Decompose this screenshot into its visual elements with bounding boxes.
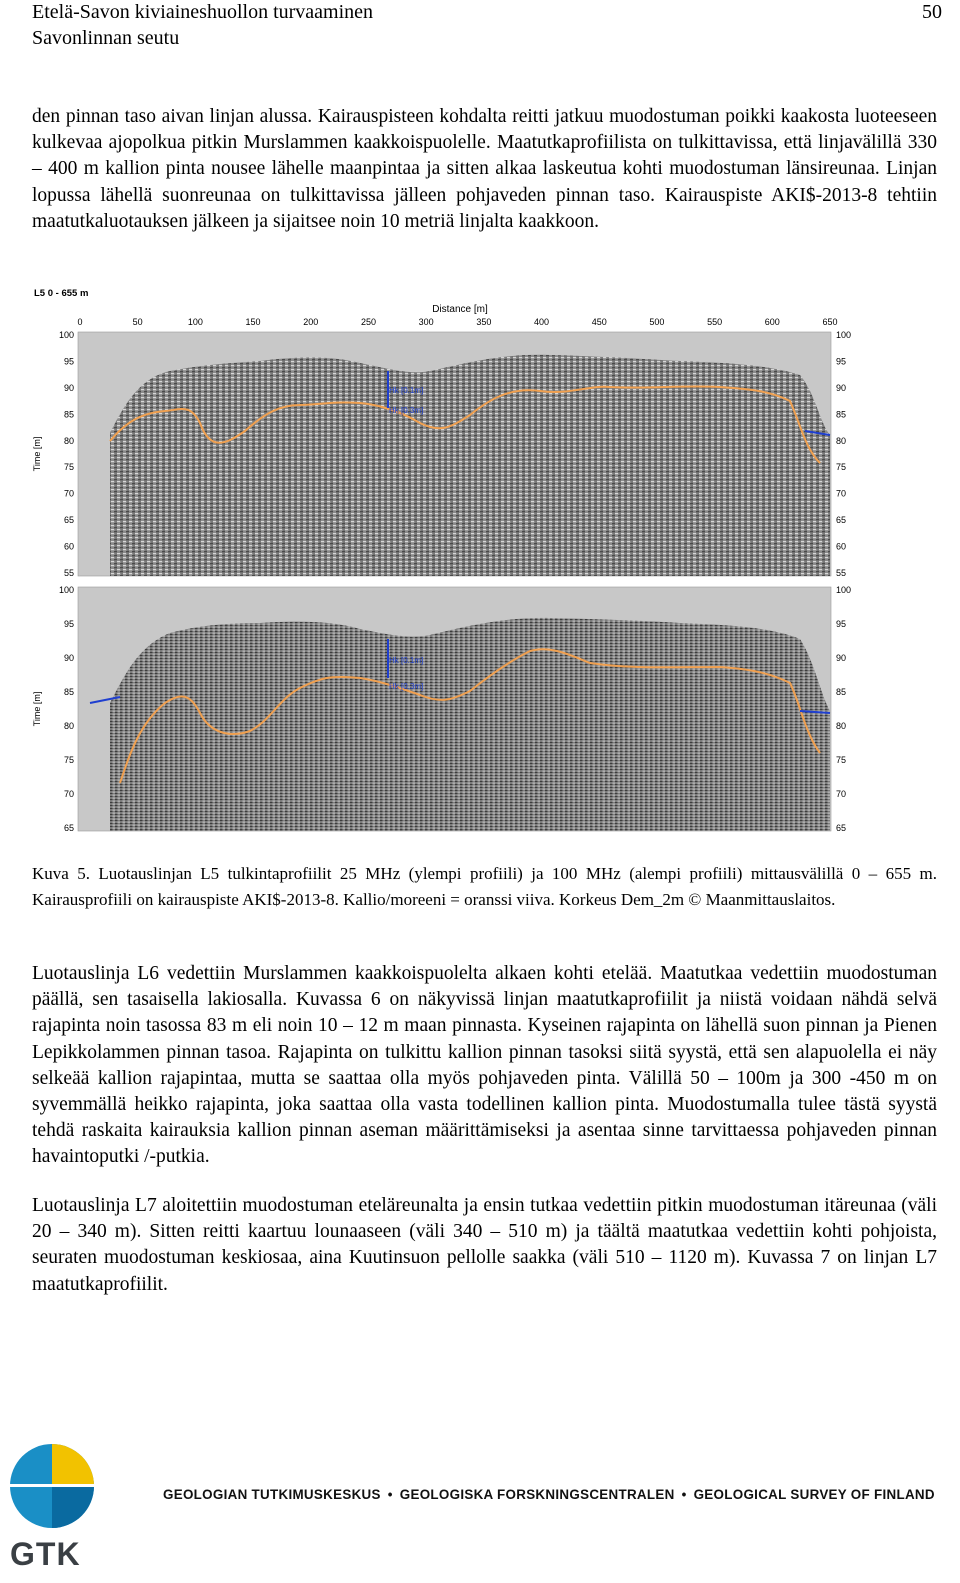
footer-org-sv: GEOLOGISKA FORSKNINGSCENTRALEN xyxy=(399,1487,675,1502)
x-tick-label: 100 xyxy=(187,317,203,327)
y-tick-label-left: 95 xyxy=(63,356,74,367)
x-tick-label: 250 xyxy=(360,317,376,327)
bottom-y-axis-title: Time [m] xyxy=(32,691,42,727)
y-tick-label-right: 100 xyxy=(836,585,852,595)
x-tick-label: 50 xyxy=(132,317,143,327)
gpr-profile-svg xyxy=(30,283,870,843)
x-axis-title: Distance [m] xyxy=(432,304,488,315)
footer-org-en: GEOLOGICAL SURVEY OF FINLAND xyxy=(693,1487,935,1502)
y-tick-label-right: 100 xyxy=(836,330,852,340)
y-tick-label-left: 70 xyxy=(63,789,74,799)
y-tick-label-right: 80 xyxy=(836,721,847,731)
y-tick-label-left: 75 xyxy=(63,755,74,765)
y-tick-label-left: 55 xyxy=(63,568,74,578)
y-tick-label-left: 100 xyxy=(58,330,74,340)
body-paragraph-2: Luotauslinja L6 vedettiin Murslammen kaakkoispuolelta alkaen kohti etelää. Maatutkaa vedettiin muodostuman päällä, sen tasaisella lakiosalla. Kuvassa 6 on näkyvissä linjan maatutkaprofiilit ja niistä voidaan nähdä selvä rajapinta noin tasossa 83 m eli noin 10 – 12 m maan pinnasta. Kyseinen rajapinta on lähellä suon pinnan ja Pienen Lepikkolammen pinnan tasoa. Rajapinta on tulkittu kallion pinnan tasoksi siitä syystä, että sen alapuolella ei näy selkeää kallion rajapintaa, mutta se saattaa olla myös pohjaveden pinta. Välillä 50 – 100m ja 300 -450 m on syvemmällä heikko rajapinta, joka saattaa olla vasta todellinen kallion pinta. Muodostumalla tulee tästä syystä tehdä raskaita kairauksia kallion pinnan aseman määrittämiseksi ja asentaa sinne tarvittaessa pohjaveden pinnan havaintoputki /-putkia. xyxy=(32,963,937,1168)
x-tick-label: 600 xyxy=(764,317,780,327)
y-tick-label-left: 100 xyxy=(58,585,74,595)
body-paragraph-1: den pinnan taso aivan linjan alussa. Kairauspisteen kohdalta reitti jatkuu muodostuman poikki kaakosta luoteeseen kulkevaa ajopolkua pitkin Murslammen kaakkoispuolelle. Maatutkaprofiilista on tulkittavissa, että linjavälillä 330 – 400 m kallion pinta nousee lähelle maanpintaa ja sitten alkaa laskeutua kohti muodostuman länsireunaa. Linjan lopussa lähellä suonreunaa on tulkittavissa jälleen pohjaveden pinnan taso. Kairauspiste AKI$-2013-8 tehtiin maatutkaluotauksen jälkeen ja sijaitsee noin 10 metriä linjalta kaakkoon. xyxy=(32,106,937,232)
y-tick-label-left: 80 xyxy=(63,721,74,731)
x-tick-label: 300 xyxy=(418,317,434,327)
top-marker-label-2: Hk [0.3m] xyxy=(389,406,424,415)
y-tick-label-right: 75 xyxy=(836,755,847,765)
y-tick-label-right: 75 xyxy=(836,462,847,473)
y-tick-label-right: 70 xyxy=(836,488,847,499)
y-tick-label-right: 55 xyxy=(836,568,847,578)
x-tick-label: 650 xyxy=(822,317,838,327)
x-tick-label: 0 xyxy=(77,317,83,327)
footer-separator: • xyxy=(387,1487,393,1502)
profile-label: L5 0 - 655 m xyxy=(34,288,89,299)
x-tick-label: 150 xyxy=(245,317,261,327)
y-tick-label-left: 60 xyxy=(63,541,74,552)
bottom-marker-label-1: Hk [0.1m] xyxy=(389,656,424,665)
x-axis-ticks xyxy=(77,317,837,327)
top-radargram-panel xyxy=(32,330,851,578)
running-header-subtitle: Savonlinnan seutu xyxy=(32,27,180,49)
y-tick-label-left: 70 xyxy=(63,488,74,499)
y-tick-label-right: 65 xyxy=(836,515,847,526)
footer-separator: • xyxy=(681,1487,687,1502)
figure-caption: Kuva 5. Luotauslinjan L5 tulkintaprofiilit 25 MHz (ylempi profiili) ja 100 MHz (alempi profiili) mittausvälillä 0 – 655 m. Kairausprofiili on kairauspiste AKI$-2013-8. Kallio/moreeni = oranssi viiva. Korkeus Dem_2m © Maanmittauslaitos. xyxy=(32,864,937,909)
y-tick-label-left: 85 xyxy=(63,687,74,697)
running-header-title: Etelä-Savon kiviaineshuollon turvaaminen xyxy=(32,1,374,23)
body-paragraph-3: Luotauslinja L7 aloitettiin muodostuman eteläreunalta ja ensin tutkaa vedettiin pitkin muodostuman itäreunaa (väli 20 – 340 m). Sitten reitti kaartuu lounaaseen (väli 340 – 510 m) ja täältä maatutkaa vedettiin kohti pohjoista, seuraten muodostuman keskiosaa, aina Kuutinsuon pellolle saakka (väli 510 – 1120 m). Kuvassa 7 on linjan L7 maatutkaprofiilit. xyxy=(32,1195,937,1295)
footer-org-fi: GEOLOGIAN TUTKIMUSKESKUS xyxy=(163,1487,381,1502)
y-tick-label-left: 65 xyxy=(63,515,74,526)
bottom-radargram-panel xyxy=(32,585,851,833)
y-tick-label-right: 70 xyxy=(836,789,847,799)
y-tick-label-right: 90 xyxy=(836,653,847,663)
bottom-marker-label-2: Hk [0.3m] xyxy=(389,682,424,691)
y-tick-label-left: 95 xyxy=(63,619,74,629)
page-number: 50 xyxy=(922,1,942,23)
y-tick-label-left: 85 xyxy=(63,409,74,420)
y-tick-label-right: 85 xyxy=(836,409,847,420)
y-tick-label-right: 95 xyxy=(836,619,847,629)
bottom-ground-surface xyxy=(110,618,830,831)
y-tick-label-right: 60 xyxy=(836,541,847,552)
y-tick-label-left: 80 xyxy=(63,435,74,446)
y-tick-label-right: 80 xyxy=(836,435,847,446)
x-tick-label: 350 xyxy=(476,317,492,327)
x-tick-label: 500 xyxy=(649,317,665,327)
y-tick-label-left: 90 xyxy=(63,382,74,393)
y-tick-label-right: 85 xyxy=(836,687,847,697)
x-tick-label: 450 xyxy=(591,317,607,327)
y-tick-label-right: 65 xyxy=(836,823,847,833)
y-tick-label-left: 65 xyxy=(63,823,74,833)
x-tick-label: 200 xyxy=(303,317,319,327)
x-tick-label: 550 xyxy=(707,317,723,327)
gpr-profile-figure xyxy=(30,283,870,843)
footer-organization-line xyxy=(163,1487,935,1502)
gtk-logo-text: GTK xyxy=(10,1536,81,1572)
top-marker-label-1: Hk [0.1m] xyxy=(389,386,424,395)
y-tick-label-left: 90 xyxy=(63,653,74,663)
top-y-axis-title: Time [m] xyxy=(32,436,42,472)
y-tick-label-right: 90 xyxy=(836,382,847,393)
y-tick-label-right: 95 xyxy=(836,356,847,367)
x-tick-label: 400 xyxy=(534,317,550,327)
y-tick-label-left: 75 xyxy=(63,462,74,473)
